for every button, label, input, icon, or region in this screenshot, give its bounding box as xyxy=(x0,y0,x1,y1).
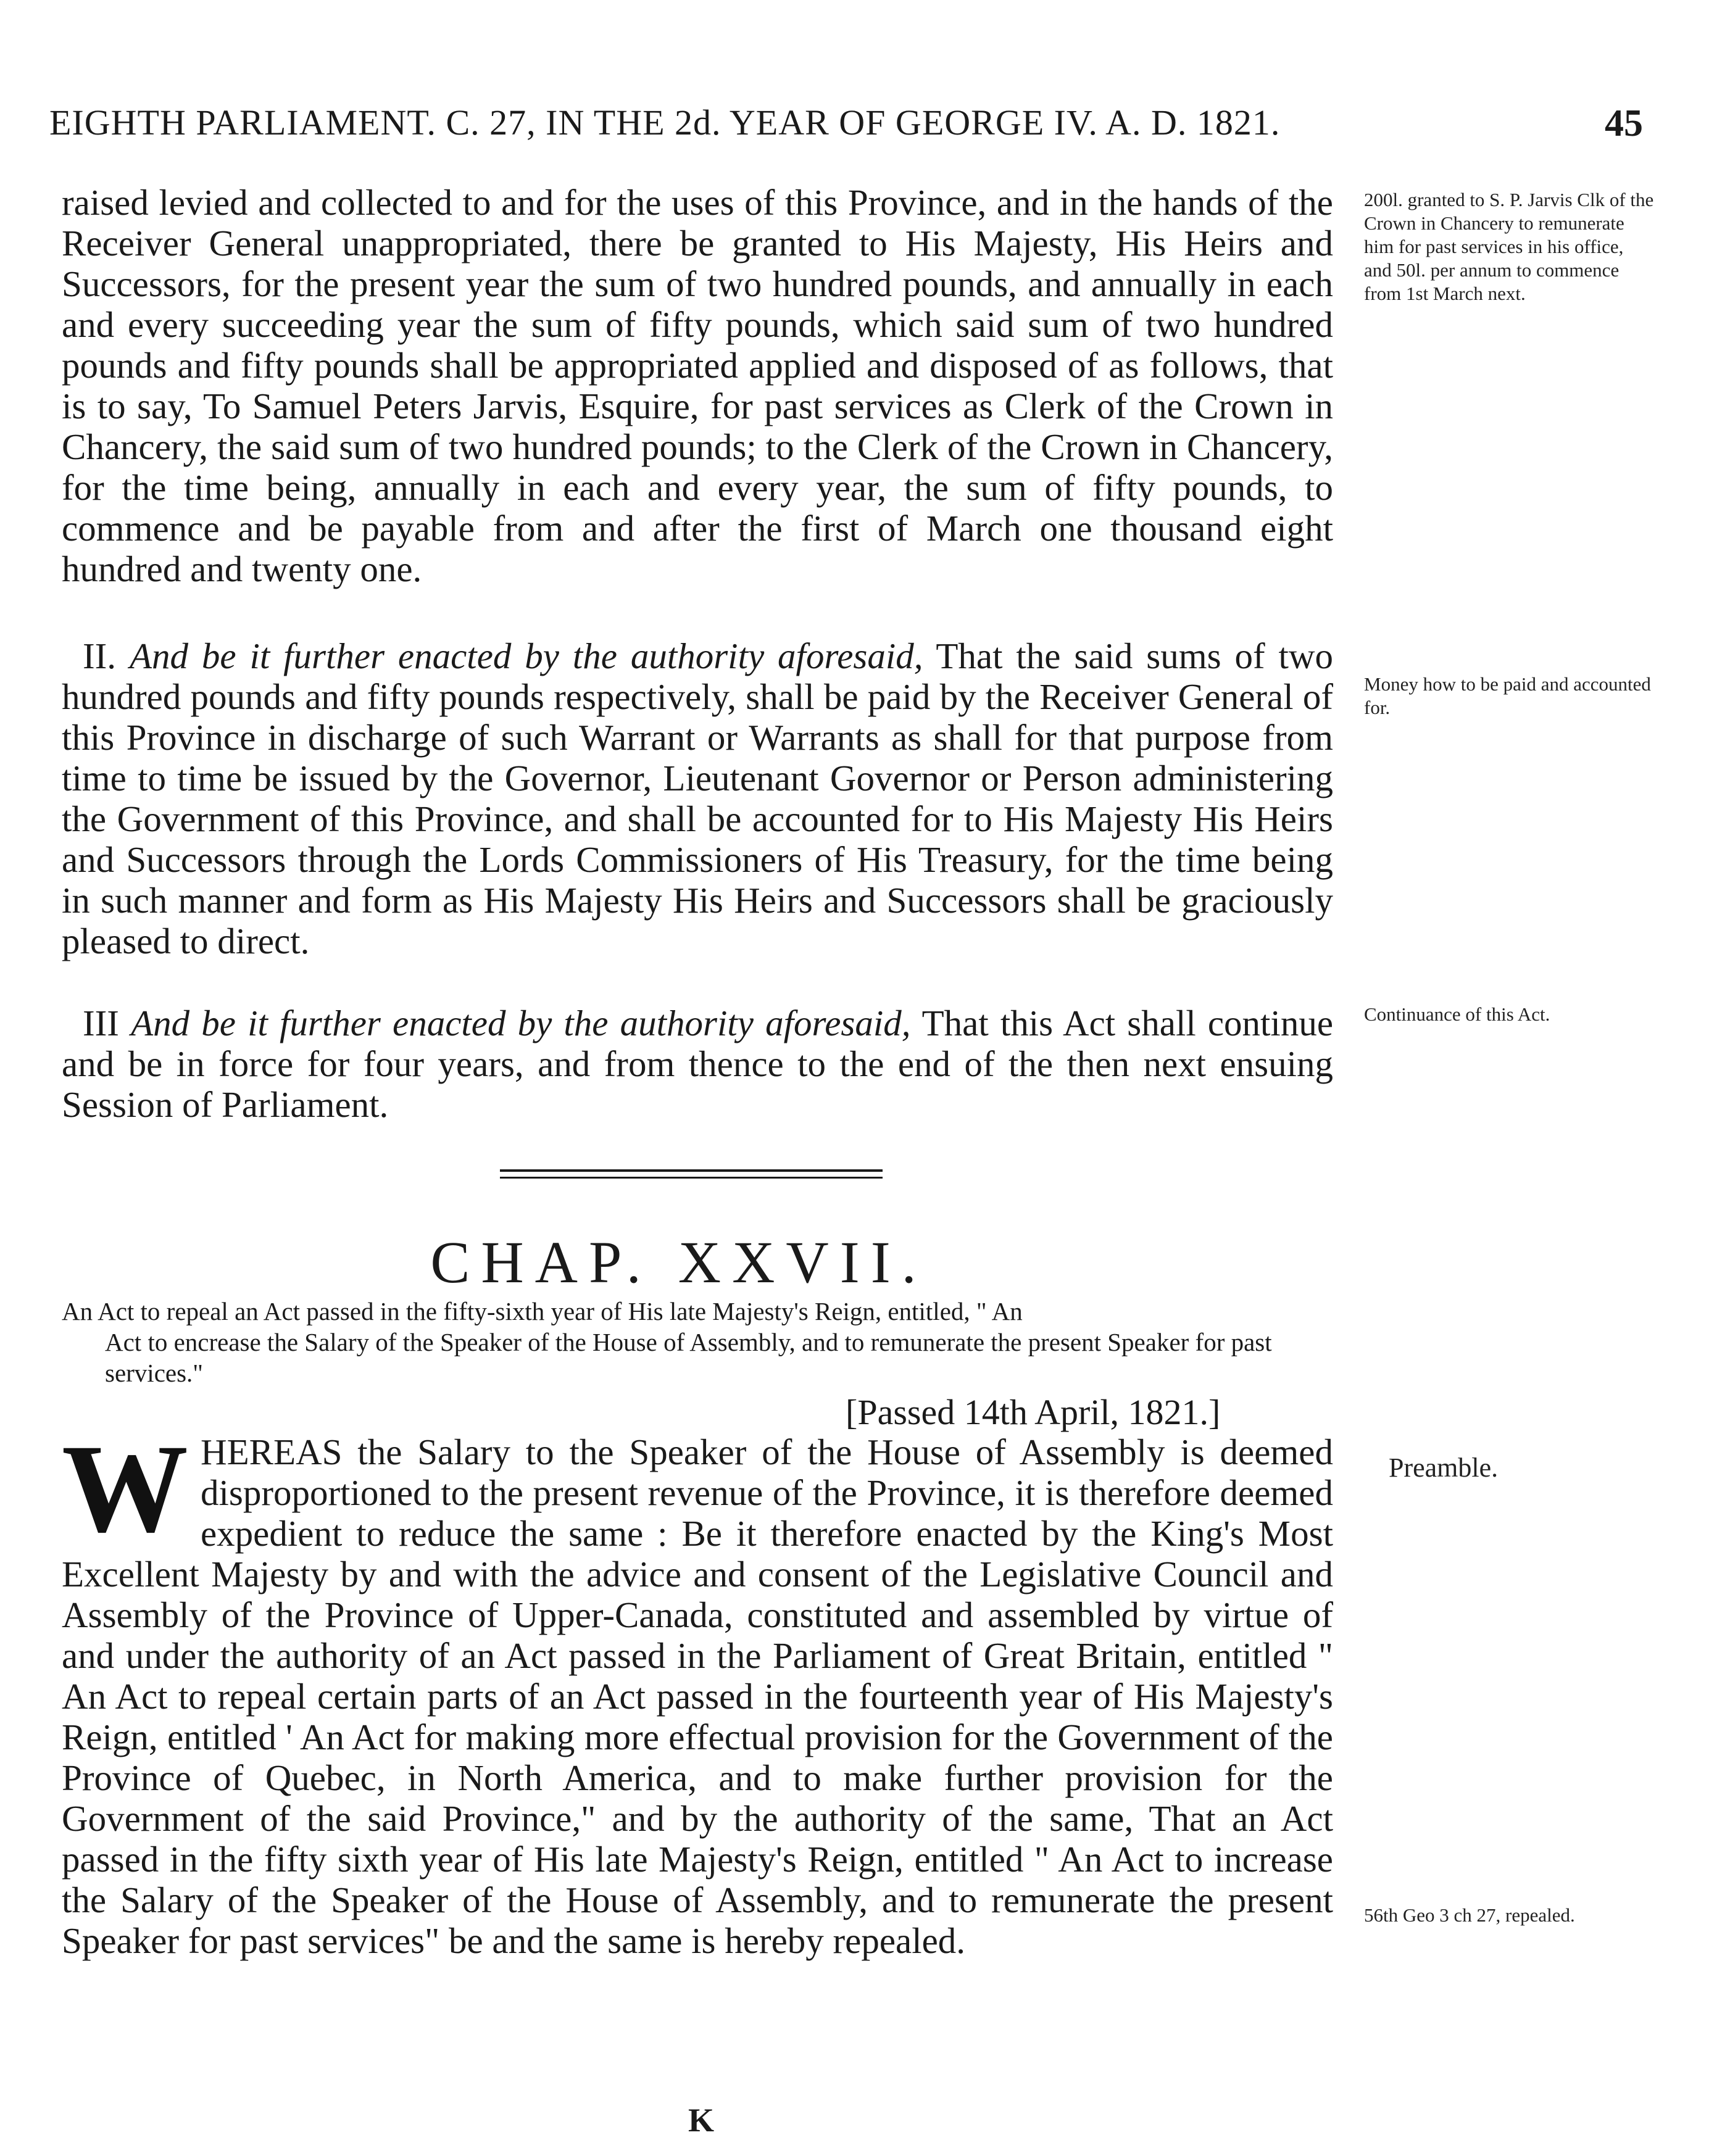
section-2 xyxy=(62,636,1333,961)
page-number: 45 xyxy=(1605,102,1643,144)
chapter-title: CHAP. XXVII. xyxy=(430,1229,928,1295)
section-3-number: III xyxy=(83,1003,119,1043)
margin-note-preamble: Preamble. xyxy=(1389,1453,1499,1483)
margin-note-repeal: 56th Geo 3 ch 27, repealed. xyxy=(1364,1904,1575,1926)
signature-mark: K xyxy=(688,2102,715,2139)
section-2-text: That the said sums of two hundred pounds and fifty pounds respectively, shall be paid by the Receiver General of this Province in discharge of such Warrant or Warrants as shall for that purpose from time to time be issued by the Governor, Lieutenant Governor or Person administering the Government of this Province, and shall be accounted for to His Majesty His Heirs and Successors through the Lords Commissioners of His Treasury, for the time being in such manner and form as His Majesty His Heirs and Successors shall be graciously pleased to direct. xyxy=(62,636,1334,961)
margin-note-grant: 200l. granted to S. P. Jarvis Clk of the Crown in Chancery to remunerate him for past services in his office, and 50l. per annum to commence from 1st March next. xyxy=(1364,189,1654,304)
preamble-text: HEREAS the Salary to the Speaker of the House of Assembly is deemed disproportioned to the present revenue of the Province, it is therefore deemed expedient to reduce the same : Be it therefore enacted by the King's Most Excellent Majesty by and with the advice and consent of the Legislative Council and Assembly of the Province of Upper-Canada, constituted and assembled by virtue of and under the authority of an Act passed in the Parliament of Great Britain, entitled " An Act to repeal certain parts of an Act passed in the fourteenth year of His Majesty's Reign, entitled ' An Act for making more effectual provision for the Government of the Province of Quebec, in North America, and to make further provision for the Government of the said Province," and by the authority of the same, That an Act passed in the fifty sixth year of His late Majesty's Reign, entitled " An Act to increase the Salary of the Speaker of the House of Assembly, and to remunerate the present Speaker for past services" be and the same is hereby repealed. xyxy=(62,1432,1333,1961)
section-3-text: That this Act shall continue and be in force for four years, and from thence to the end of the then next ensuing Session of Parliament. xyxy=(62,1003,1334,1125)
section-3 xyxy=(62,1003,1333,1125)
margin-note-payment: Money how to be paid and accounted for. xyxy=(1364,673,1651,718)
act-title-line-1: An Act to repeal an Act passed in the fifty-sixth year of His late Majesty's Reign, entitled, " An xyxy=(62,1297,1023,1325)
preamble-paragraph xyxy=(62,1419,1333,1961)
section-divider-rule xyxy=(500,1169,883,1172)
section-2-number: II. xyxy=(83,636,117,676)
section-divider-rule-secondary xyxy=(500,1177,883,1179)
continuation-text: raised levied and collected to and for the uses of this Province, and in the hands of the Receiver General unappropriated, there be granted to His Majesty, His Heirs and Successors, for the present year the sum of two hundred pounds, and annually in each and every succeeding year the sum of fifty pounds, which said sum of two hundred pounds and fifty pounds shall be appropriated applied and disposed of as follows, that is to say, To Samuel Peters Jarvis, Esquire, for past services as Clerk of the Crown in Chancery, the said sum of two hundred pounds; to the Clerk of the Crown in Chancery, for the time being, annually in each and every year, the sum of fifty pounds, to commence and be payable from and after the first of March one thousand eight hundred and twenty one. xyxy=(62,182,1333,589)
act-title-continuation: Act to encrease the Salary of the Speaker of the House of Assembly, and to remunerate the present Speaker for past services." xyxy=(105,1328,1272,1387)
continuation-paragraph xyxy=(62,182,1333,589)
act-long-title xyxy=(62,1296,1333,1388)
margin-note-continuance: Continuance of this Act. xyxy=(1364,1003,1550,1025)
passed-date: [Passed 14th April, 1821.] xyxy=(846,1392,1221,1432)
section-3-enacting-clause: And be it further enacted by the authority aforesaid, xyxy=(131,1003,911,1043)
running-head: EIGHTH PARLIAMENT. C. 27, IN THE 2d. YEAR OF GEORGE IV. A. D. 1821. xyxy=(49,102,1281,143)
section-2-enacting-clause: And be it further enacted by the authority aforesaid, xyxy=(129,636,923,676)
drop-capital: W xyxy=(62,1419,188,1559)
